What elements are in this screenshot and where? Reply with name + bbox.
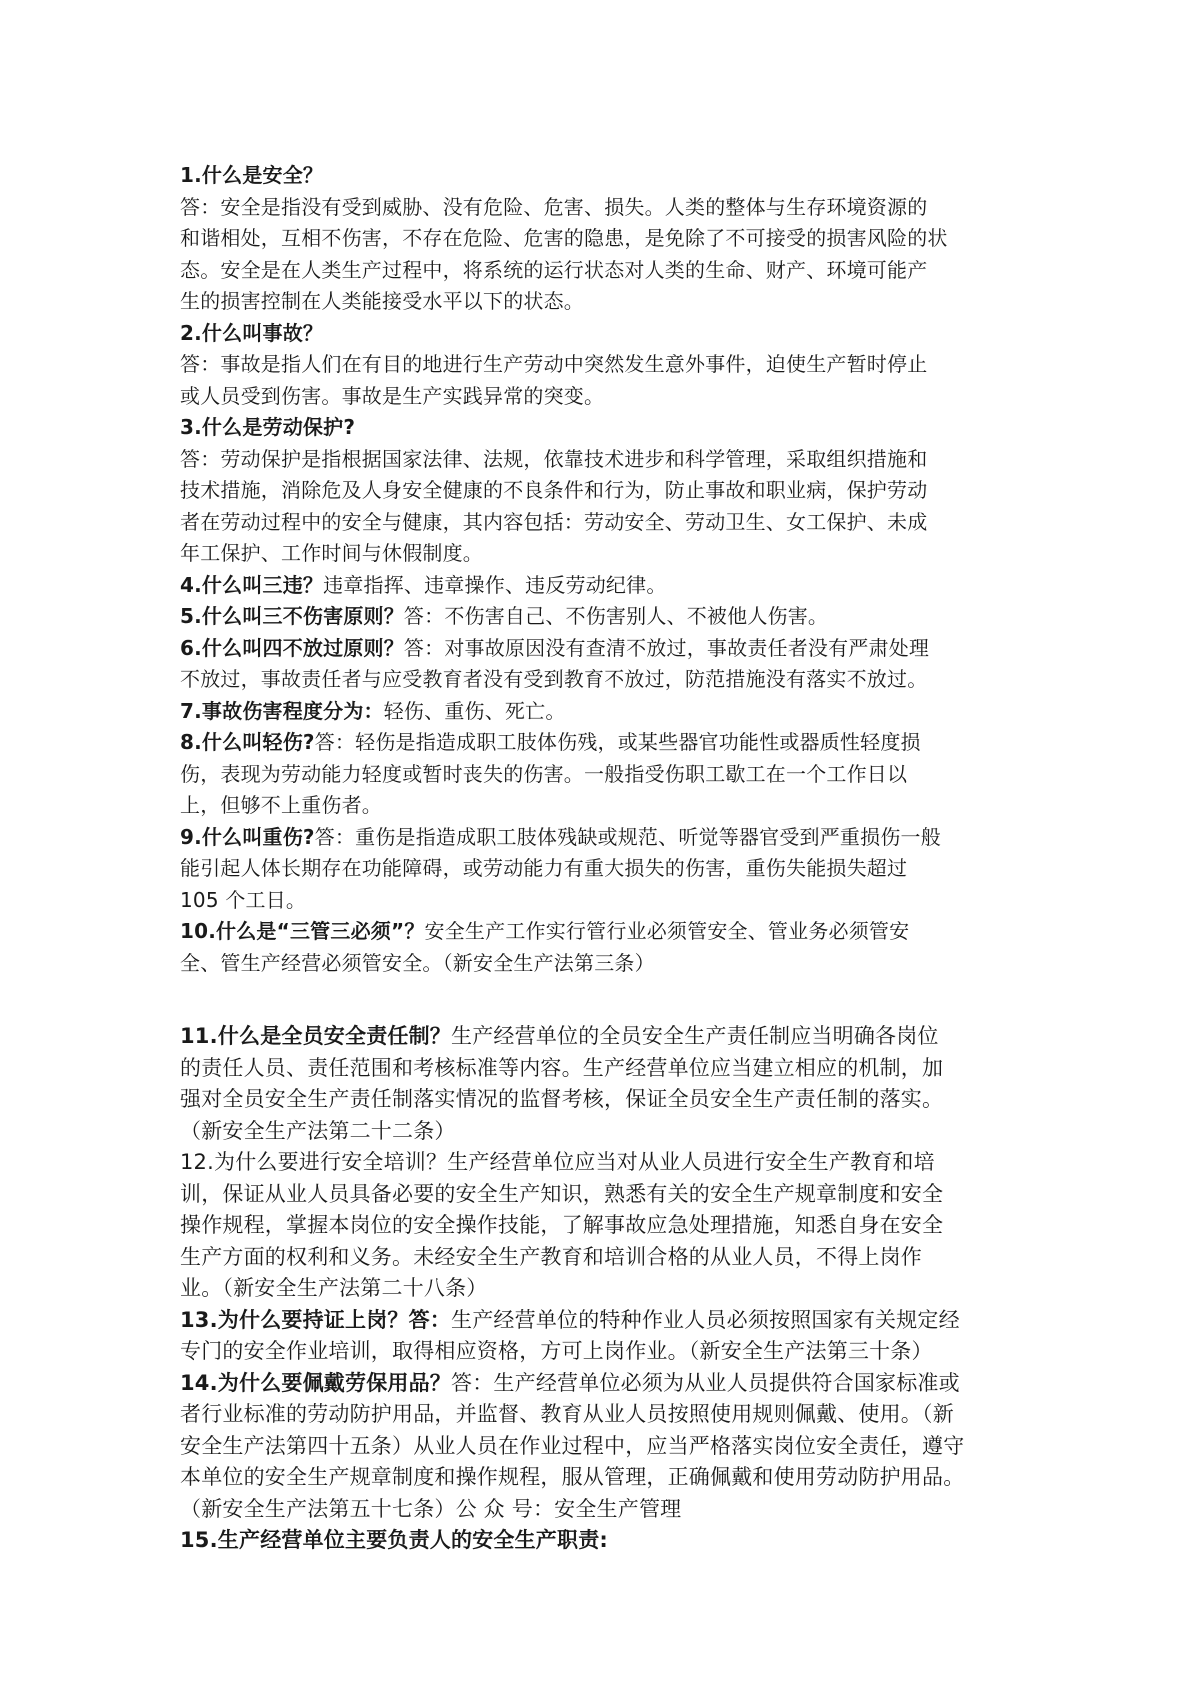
text-line xyxy=(180,1431,1030,1463)
qa-section-1 xyxy=(180,160,1030,979)
question-heading: 4.什么叫三违？ xyxy=(180,572,324,597)
text-line xyxy=(180,696,1030,728)
answer-text: 业。（新安全生产法第二十八条） xyxy=(180,1276,488,1300)
text-line xyxy=(180,885,1030,917)
answer-text: 轻伤、重伤、死亡。 xyxy=(383,698,566,723)
text-line xyxy=(180,1462,1030,1494)
text-line xyxy=(180,1147,1030,1179)
text-line xyxy=(180,349,1030,381)
text-line xyxy=(180,790,1030,822)
text-line xyxy=(180,759,1030,791)
text-line xyxy=(180,1494,1030,1526)
section-gap xyxy=(180,979,1030,1021)
text-line xyxy=(180,444,1030,476)
answer-text: 答：不伤害自己、不伤害别人、不被他人伤害。 xyxy=(403,604,829,628)
answer-text: （新安全生产法第五十七条）公 众 号：安全生产管理 xyxy=(180,1496,682,1521)
answer-text: 技术措施，消除危及人身安全健康的不良条件和行为，防止事故和职业病，保护劳动 xyxy=(180,478,928,502)
text-line xyxy=(180,318,1030,350)
answer-text: 生产方面的权利和义务。未经安全生产教育和培训合格的从业人员，不得上岗作 xyxy=(180,1244,922,1269)
answer-text: 12.为什么要进行安全培训？ xyxy=(180,1150,448,1174)
text-line xyxy=(180,1242,1030,1274)
answer-text: 强对全员安全生产责任制落实情况的监督考核，保证全员安全生产责任制的落实。 xyxy=(180,1087,944,1111)
answer-text: 答：轻伤是指造成职工肢体伤残，或某些器官功能性或器质性轻度损 xyxy=(314,730,921,754)
answer-text: 答：劳动保护是指根据国家法律、法规，依靠技术进步和科学管理，采取组织措施和 xyxy=(180,446,928,471)
question-heading: 15.生产经营单位主要负责人的安全生产职责: xyxy=(180,1528,608,1552)
text-line xyxy=(180,916,1030,948)
question-heading: 13.为什么要持证上岗？答： xyxy=(180,1307,452,1332)
text-line xyxy=(180,1021,1030,1053)
answer-text: 全、管生产经营必须管安全。（新安全生产法第三条） xyxy=(180,950,655,975)
answer-text: 本单位的安全生产规章制度和操作规程，服从管理，正确佩戴和使用劳动防护用品。 xyxy=(180,1465,965,1489)
text-line xyxy=(180,1305,1030,1337)
answer-text: 答：对事故原因没有查清不放过，事故责任者没有严肃处理 xyxy=(403,635,930,660)
question-heading: 10.什么是“三管三必须”？ xyxy=(180,919,425,943)
text-line xyxy=(180,286,1030,318)
question-heading: 8.什么叫轻伤? xyxy=(180,730,315,754)
question-heading: 2.什么叫事故？ xyxy=(180,320,324,345)
answer-text: 105 个工日。 xyxy=(180,887,307,912)
answer-text: 生产经营单位的特种作业人员必须按照国家有关规定经 xyxy=(451,1307,960,1332)
answer-text: 年工保护、工作时间与休假制度。 xyxy=(180,541,483,565)
text-line xyxy=(180,1116,1030,1148)
text-line xyxy=(180,1336,1030,1368)
answer-text: 的责任人员、责任范围和考核标准等内容。生产经营单位应当建立相应的机制，加 xyxy=(180,1055,944,1080)
text-line xyxy=(180,1273,1030,1305)
question-heading: 7.事故伤害程度分为： xyxy=(180,698,384,723)
answer-text: 者在劳动过程中的安全与健康，其内容包括：劳动安全、劳动卫生、女工保护、未成 xyxy=(180,509,928,534)
text-line xyxy=(180,160,1030,192)
answer-text: 能引起人体长期存在功能障碍，或劳动能力有重大损失的伤害，重伤失能损失超过 xyxy=(180,856,908,880)
text-line xyxy=(180,1084,1030,1116)
answer-text: 答：生产经营单位必须为从业人员提供符合国家标准或 xyxy=(451,1370,960,1395)
text-line xyxy=(180,822,1030,854)
text-line xyxy=(180,1053,1030,1085)
answer-text: 生产经营单位应当对从业人员进行安全生产教育和培 xyxy=(447,1150,935,1174)
answer-text: 和谐相处，互相不伤害，不存在危险、危害的隐患，是免除了不可接受的损害风险的状 xyxy=(180,226,948,250)
answer-text: 操作规程，掌握本岗位的安全操作技能，了解事故应急处理措施，知悉自身在安全 xyxy=(180,1213,944,1237)
answer-text: 或人员受到伤害。事故是生产实践异常的突变。 xyxy=(180,383,605,408)
answer-text: 者行业标准的劳动防护用品，并监督、教育从业人员按照使用规则佩戴、使用。（新 xyxy=(180,1402,954,1426)
text-line xyxy=(180,1179,1030,1211)
question-heading: 5.什么叫三不伤害原则？ xyxy=(180,604,404,628)
answer-text: 答：事故是指人们在有目的地进行生产劳动中突然发生意外事件，迫使生产暂时停止 xyxy=(180,352,928,376)
answer-text: 上，但够不上重伤者。 xyxy=(180,793,382,817)
question-heading: 11.什么是全员安全责任制？ xyxy=(180,1024,452,1048)
answer-text: 答：重伤是指造成职工肢体残缺或规范、听觉等器官受到严重损伤一般 xyxy=(314,824,941,849)
answer-text: 训，保证从业人员具备必要的安全生产知识，熟悉有关的安全生产规章制度和安全 xyxy=(180,1181,944,1206)
text-line xyxy=(180,570,1030,602)
text-line xyxy=(180,192,1030,224)
text-line xyxy=(180,507,1030,539)
question-heading: 9.什么叫重伤? xyxy=(180,824,315,849)
question-heading: 3.什么是劳动保护? xyxy=(180,415,356,439)
answer-text: 伤，表现为劳动能力轻度或暂时丧失的伤害。一般指受伤职工歇工在一个工作日以 xyxy=(180,761,908,786)
text-line xyxy=(180,1210,1030,1242)
question-heading: 1.什么是安全？ xyxy=(180,163,324,187)
answer-text: （新安全生产法第二十二条） xyxy=(180,1118,456,1143)
text-line xyxy=(180,223,1030,255)
text-line xyxy=(180,1368,1030,1400)
text-line xyxy=(180,1525,1030,1557)
text-line xyxy=(180,412,1030,444)
text-line xyxy=(180,633,1030,665)
text-line xyxy=(180,381,1030,413)
text-line xyxy=(180,948,1030,980)
text-line xyxy=(180,255,1030,287)
text-line xyxy=(180,475,1030,507)
text-line xyxy=(180,727,1030,759)
answer-text: 专门的安全作业培训，取得相应资格，方可上岗作业。（新安全生产法第三十条） xyxy=(180,1339,933,1363)
text-line xyxy=(180,664,1030,696)
answer-text: 态。安全是在人类生产过程中，将系统的运行状态对人类的生命、财产、环境可能产 xyxy=(180,257,928,282)
answer-text: 生的损害控制在人类能接受水平以下的状态。 xyxy=(180,289,584,313)
qa-section-2 xyxy=(180,1021,1030,1557)
question-heading: 6.什么叫四不放过原则？ xyxy=(180,635,404,660)
text-line xyxy=(180,1399,1030,1431)
answer-text: 生产经营单位的全员安全生产责任制应当明确各岗位 xyxy=(451,1024,939,1048)
text-line xyxy=(180,601,1030,633)
answer-text: 安全生产法第四十五条）从业人员在作业过程中，应当严格落实岗位安全责任，遵守 xyxy=(180,1433,965,1458)
text-line xyxy=(180,538,1030,570)
question-heading: 14.为什么要佩戴劳保用品？ xyxy=(180,1370,452,1395)
answer-text: 不放过，事故责任者与应受教育者没有受到教育不放过，防范措施没有落实不放过。 xyxy=(180,667,928,691)
text-line xyxy=(180,853,1030,885)
answer-text: 答：安全是指没有受到威胁、没有危险、危害、损失。人类的整体与生存环境资源的 xyxy=(180,194,928,219)
answer-text: 安全生产工作实行管行业必须管安全、管业务必须管安 xyxy=(424,919,910,943)
answer-text: 违章指挥、违章操作、违反劳动纪律。 xyxy=(323,572,667,597)
